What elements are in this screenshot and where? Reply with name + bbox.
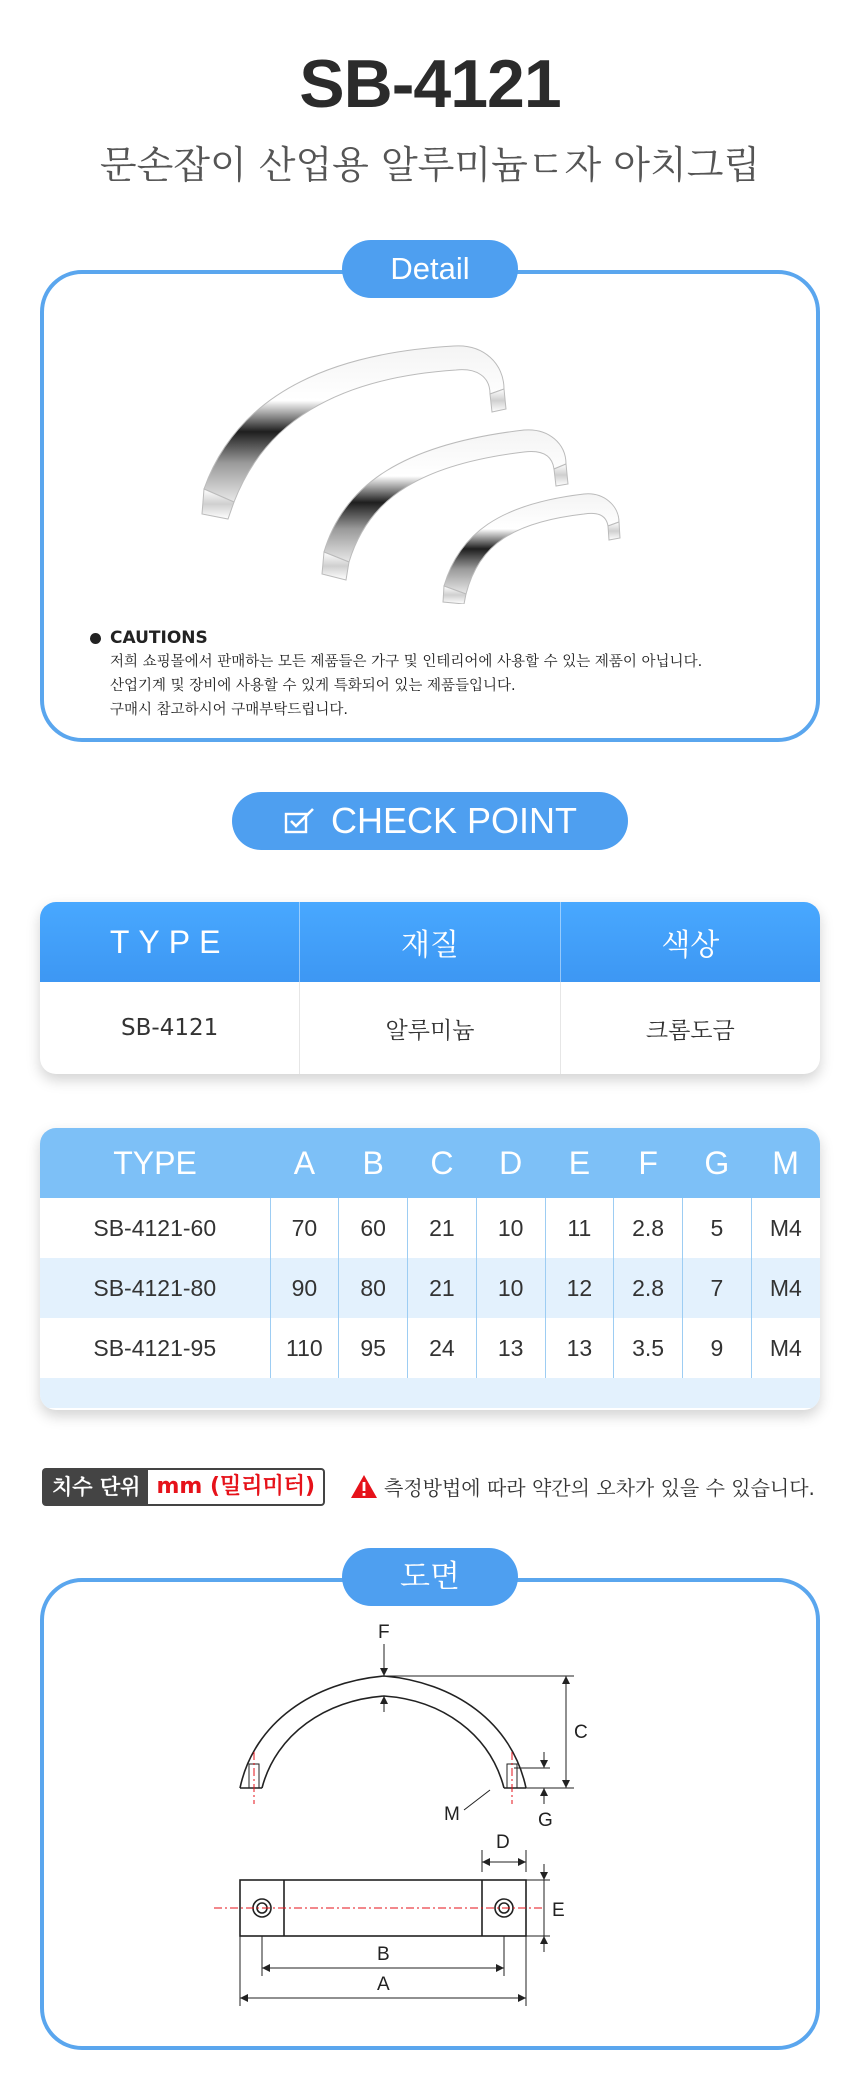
dim-label-e: E — [552, 1900, 565, 1921]
warning-triangle-icon — [350, 1474, 378, 1499]
dim-cell: 21 — [408, 1198, 477, 1258]
dim-cell: 110 — [270, 1318, 339, 1378]
cautions-line: 구매시 참고하시어 구매부탁드립니다. — [110, 702, 348, 718]
cautions-heading: CAUTIONS — [110, 628, 208, 648]
dim-header-m: M — [751, 1128, 820, 1198]
page-title: SB-4121 — [299, 46, 561, 122]
check-point-banner — [232, 792, 628, 850]
dim-cell: 90 — [270, 1258, 339, 1318]
dim-header-e: E — [545, 1128, 614, 1198]
dim-cell: 13 — [476, 1318, 545, 1378]
table-row — [40, 1198, 820, 1258]
spec-header-material: 재질 — [299, 902, 559, 982]
unit-badge — [42, 1468, 325, 1506]
warning-text: 측정방법에 따라 약간의 오차가 있을 수 있습니다. — [384, 1476, 815, 1500]
dim-cell: 24 — [408, 1318, 477, 1378]
dim-header-d: D — [476, 1128, 545, 1198]
dim-header-b: B — [339, 1128, 408, 1198]
cautions-line: 저희 쇼핑몰에서 판매하는 모든 제품들은 가구 및 인테리어에 사용할 수 있는 제품이 아닙니다. — [110, 654, 703, 670]
page-subtitle: 문손잡이 산업용 알루미늄ㄷ자 아치그립 — [99, 143, 761, 187]
dim-cell: SB-4121-80 — [40, 1258, 270, 1318]
checkbox-pencil-icon — [283, 806, 317, 836]
dim-header-type: TYPE — [40, 1128, 270, 1198]
dim-label-g: G — [538, 1810, 553, 1831]
dim-cell: SB-4121-95 — [93, 1334, 217, 1361]
dim-cell: SB-4121-60 — [93, 1214, 217, 1241]
dim-cell: 80 — [339, 1258, 408, 1318]
spec-cell-type: SB-4121 — [121, 1015, 219, 1041]
dimension-header-row — [40, 1128, 820, 1198]
product-photo-handles — [194, 334, 714, 604]
dim-cell: 7 — [683, 1258, 752, 1318]
dim-label-m: M — [444, 1804, 460, 1825]
spec-header-color: 색상 — [560, 902, 820, 982]
dim-header-f: F — [614, 1128, 683, 1198]
drawing-frame — [40, 1578, 820, 2050]
spec-cell-material: 알루미늄 — [299, 982, 559, 1074]
dim-cell: 3.5 — [614, 1318, 683, 1378]
dim-label-a: A — [377, 1974, 390, 1995]
dim-cell: 5 — [683, 1198, 752, 1258]
dim-cell: M4 — [751, 1198, 820, 1258]
unit-label: 치수 단위 — [42, 1468, 148, 1506]
dim-cell: M4 — [751, 1258, 820, 1318]
cautions-block — [90, 626, 702, 722]
spec-table — [40, 902, 820, 1074]
dim-cell: 12 — [545, 1258, 614, 1318]
dim-label-c: C — [574, 1722, 588, 1743]
dim-cell: 60 — [339, 1198, 408, 1258]
table-row — [40, 1258, 820, 1318]
dim-label-b: B — [377, 1944, 390, 1965]
dim-cell: 13 — [545, 1318, 614, 1378]
dim-cell: 9 — [683, 1318, 752, 1378]
unit-value: mm (밀리미터) — [146, 1468, 325, 1506]
dim-cell: 11 — [545, 1198, 614, 1258]
dim-label-d: D — [496, 1832, 510, 1853]
check-point-label: CHECK POINT — [330, 800, 578, 841]
dim-cell: 95 — [339, 1318, 408, 1378]
cautions-line: 산업기계 및 장비에 사용할 수 있게 특화되어 있는 제품들입니다. — [110, 678, 516, 694]
dimension-table — [40, 1128, 820, 1410]
dim-cell: 10 — [476, 1198, 545, 1258]
dim-cell: 70 — [270, 1198, 339, 1258]
spec-header-type: TYPE — [109, 923, 230, 960]
dimension-table-footer — [40, 1378, 820, 1408]
detail-label: Detail — [342, 240, 518, 298]
dim-header-g: G — [683, 1128, 752, 1198]
bullet-icon — [90, 633, 101, 644]
dim-header-a: A — [270, 1128, 339, 1198]
dim-cell: 2.8 — [614, 1258, 683, 1318]
drawing-label: 도면 — [342, 1548, 518, 1606]
dim-cell: 21 — [408, 1258, 477, 1318]
spec-cell-color: 크롬도금 — [560, 982, 820, 1074]
dim-header-c: C — [408, 1128, 477, 1198]
dim-cell: 2.8 — [614, 1198, 683, 1258]
table-row — [40, 982, 820, 1074]
table-row — [40, 1318, 820, 1378]
technical-drawing — [44, 1582, 816, 2046]
measurement-warning — [350, 1472, 815, 1501]
dim-cell: 10 — [476, 1258, 545, 1318]
detail-frame — [40, 270, 820, 742]
dim-label-f: F — [378, 1622, 390, 1643]
dim-cell: M4 — [751, 1318, 820, 1378]
